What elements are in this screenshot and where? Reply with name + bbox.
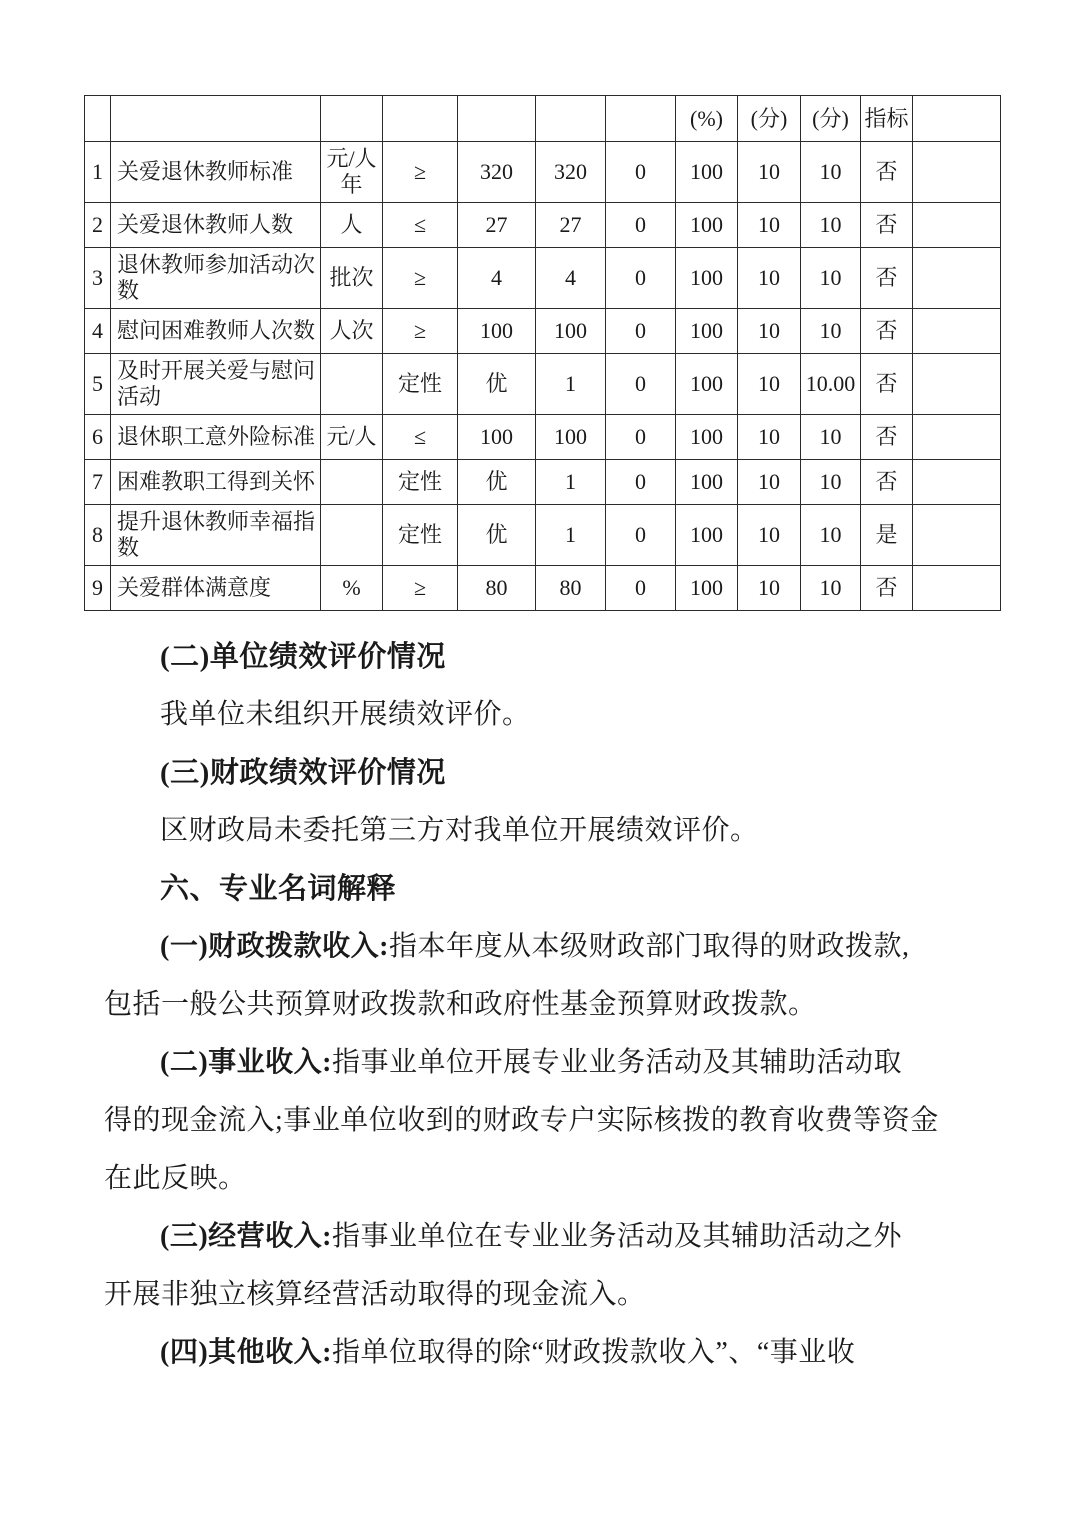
table-cell: 100 [536,309,606,354]
table-cell: 80 [536,566,606,611]
table-cell: ≤ [383,415,458,460]
table-cell [913,460,1001,505]
document-body [104,625,1020,1379]
header-cell [111,96,321,142]
table-cell: 0 [606,566,676,611]
table-cell: 0 [606,142,676,203]
text-segment: 指单位取得的除“财政拨款收入”、“事业收 [331,1337,856,1368]
table-cell: 定性 [383,505,458,566]
table-cell: 10 [801,505,861,566]
table-cell: 10 [801,460,861,505]
table-cell: % [321,566,383,611]
table-cell: 100 [676,248,738,309]
table-cell: 10 [738,460,801,505]
header-cell: (分) [738,96,801,142]
row-number-cell: 9 [85,566,111,611]
indicator-name-cell: 关爱群体满意度 [111,566,321,611]
table-cell: 100 [676,309,738,354]
table-cell: 10 [801,248,861,309]
table-cell: 100 [458,415,536,460]
table-row [85,309,1001,354]
indicator-name-cell: 关爱退休教师标准 [111,142,321,203]
header-cell [383,96,458,142]
table-cell: 0 [606,505,676,566]
bold-text-segment: (二)事业收入: [160,1047,332,1078]
text-line [104,1089,1020,1147]
table-cell: 0 [606,309,676,354]
table-cell: ≥ [383,566,458,611]
text-segment: 包括一般公共预算财政拨款和政府性基金预算财政拨款。 [104,989,817,1020]
table-cell [913,415,1001,460]
table-cell: ≥ [383,142,458,203]
indicator-name-cell: 困难教职工得到关怀 [111,460,321,505]
table-cell: 优 [458,505,536,566]
table-cell: 100 [676,505,738,566]
section-heading [104,857,1020,915]
table-cell: 4 [458,248,536,309]
text-line [104,1263,1020,1321]
table-cell [321,505,383,566]
text-segment: 我单位未组织开展绩效评价。 [160,699,531,730]
bold-text-segment: (四)其他收入: [160,1337,332,1368]
text-segment: 指事业单位开展专业业务活动及其辅助活动取 [331,1047,902,1078]
table-cell: 10 [738,248,801,309]
table-row [85,248,1001,309]
text-line [104,973,1020,1031]
row-number-cell: 7 [85,460,111,505]
table-cell: 80 [458,566,536,611]
text-segment: 区财政局未委托第三方对我单位开展绩效评价。 [160,815,759,846]
table-cell: 4 [536,248,606,309]
text-segment: 在此反映。 [104,1163,247,1194]
table-cell [913,505,1001,566]
table-cell: 1 [536,505,606,566]
table-cell: 10 [801,203,861,248]
text-line [104,915,1020,973]
table-cell: 10 [738,203,801,248]
indicator-name-cell: 关爱退休教师人数 [111,203,321,248]
table-cell: 320 [458,142,536,203]
table-cell: 否 [861,248,913,309]
header-cell: (分) [801,96,861,142]
table-cell: 否 [861,460,913,505]
table-cell: 人 [321,203,383,248]
table-cell: 定性 [383,460,458,505]
row-number-cell: 4 [85,309,111,354]
table-cell: 100 [536,415,606,460]
bold-text-segment: (三)经营收入: [160,1221,332,1252]
text-segment: 得的现金流入;事业单位收到的财政专户实际核拨的教育收费等资金 [104,1105,939,1136]
table-cell: 1 [536,460,606,505]
indicator-name-cell: 提升退休教师幸福指数 [111,505,321,566]
section-heading [104,625,1020,683]
row-number-cell: 6 [85,415,111,460]
bold-text-segment: (三)财政绩效评价情况 [160,756,446,789]
row-number-cell: 5 [85,354,111,415]
table-cell: 否 [861,203,913,248]
text-line [104,1031,1020,1089]
header-cell: (%) [676,96,738,142]
table-cell: 元/人 [321,415,383,460]
row-number-cell: 2 [85,203,111,248]
performance-indicator-table [84,95,1001,611]
table-cell: 否 [861,566,913,611]
table-cell: 否 [861,354,913,415]
header-cell: 指标 [861,96,913,142]
table-cell [321,354,383,415]
table-cell: 人次 [321,309,383,354]
indicator-name-cell: 退休职工意外险标准 [111,415,321,460]
table-cell: 100 [458,309,536,354]
table-cell: 10.00 [801,354,861,415]
table-row [85,460,1001,505]
table-cell: 10 [801,566,861,611]
table-cell: 优 [458,354,536,415]
text-line [104,683,1020,741]
text-segment: 指事业单位在专业业务活动及其辅助活动之外 [331,1221,902,1252]
table-cell: ≤ [383,203,458,248]
table-cell: 10 [738,505,801,566]
table-cell: 100 [676,142,738,203]
table-cell: 否 [861,415,913,460]
table-cell: 优 [458,460,536,505]
text-line [104,799,1020,857]
table-cell [913,309,1001,354]
header-cell [458,96,536,142]
table-cell: 100 [676,566,738,611]
table-cell: 100 [676,415,738,460]
table-cell: ≥ [383,248,458,309]
text-line [104,1205,1020,1263]
table-cell: 100 [676,354,738,415]
table-cell: 10 [738,309,801,354]
row-number-cell: 8 [85,505,111,566]
text-segment: 指本年度从本级财政部门取得的财政拨款, [388,931,910,962]
table-cell: ≥ [383,309,458,354]
table-row [85,354,1001,415]
table-cell: 100 [676,460,738,505]
table-cell [913,354,1001,415]
header-cell [85,96,111,142]
bold-text-segment: (一)财政拨款收入: [160,931,389,962]
table-row [85,566,1001,611]
indicator-name-cell: 退休教师参加活动次数 [111,248,321,309]
indicator-name-cell: 慰问困难教师人次数 [111,309,321,354]
table-cell: 10 [801,309,861,354]
table-partial-header-row [85,96,1001,142]
table-row [85,203,1001,248]
table-cell: 是 [861,505,913,566]
table-cell: 0 [606,203,676,248]
text-segment: 开展非独立核算经营活动取得的现金流入。 [104,1279,646,1310]
bold-text-segment: (二)单位绩效评价情况 [160,640,446,673]
header-cell [536,96,606,142]
table-row [85,415,1001,460]
table-cell: 0 [606,460,676,505]
table-cell [913,566,1001,611]
row-number-cell: 1 [85,142,111,203]
table-cell: 0 [606,354,676,415]
table-body [85,96,1001,611]
table-cell: 320 [536,142,606,203]
header-cell [321,96,383,142]
text-line [104,1147,1020,1205]
table-cell [913,248,1001,309]
table-cell: 否 [861,309,913,354]
header-cell [913,96,1001,142]
table-cell: 元/人年 [321,142,383,203]
table-cell: 10 [801,415,861,460]
table-cell: 10 [738,142,801,203]
table-cell: 批次 [321,248,383,309]
table-cell: 1 [536,354,606,415]
row-number-cell: 3 [85,248,111,309]
text-line [104,1321,1020,1379]
indicator-name-cell: 及时开展关爱与慰问活动 [111,354,321,415]
table-cell [913,142,1001,203]
table-row [85,142,1001,203]
header-cell [606,96,676,142]
table-cell: 否 [861,142,913,203]
bold-text-segment: 六、专业名词解释 [160,872,397,905]
table-cell: 10 [738,415,801,460]
table-cell: 10 [801,142,861,203]
table-cell: 0 [606,248,676,309]
table-cell: 27 [458,203,536,248]
table-cell: 100 [676,203,738,248]
table-row [85,505,1001,566]
table-cell: 10 [738,354,801,415]
table-cell: 0 [606,415,676,460]
table-cell: 定性 [383,354,458,415]
section-heading [104,741,1020,799]
table-cell: 27 [536,203,606,248]
table-cell [913,203,1001,248]
table-cell: 10 [738,566,801,611]
table-cell [321,460,383,505]
